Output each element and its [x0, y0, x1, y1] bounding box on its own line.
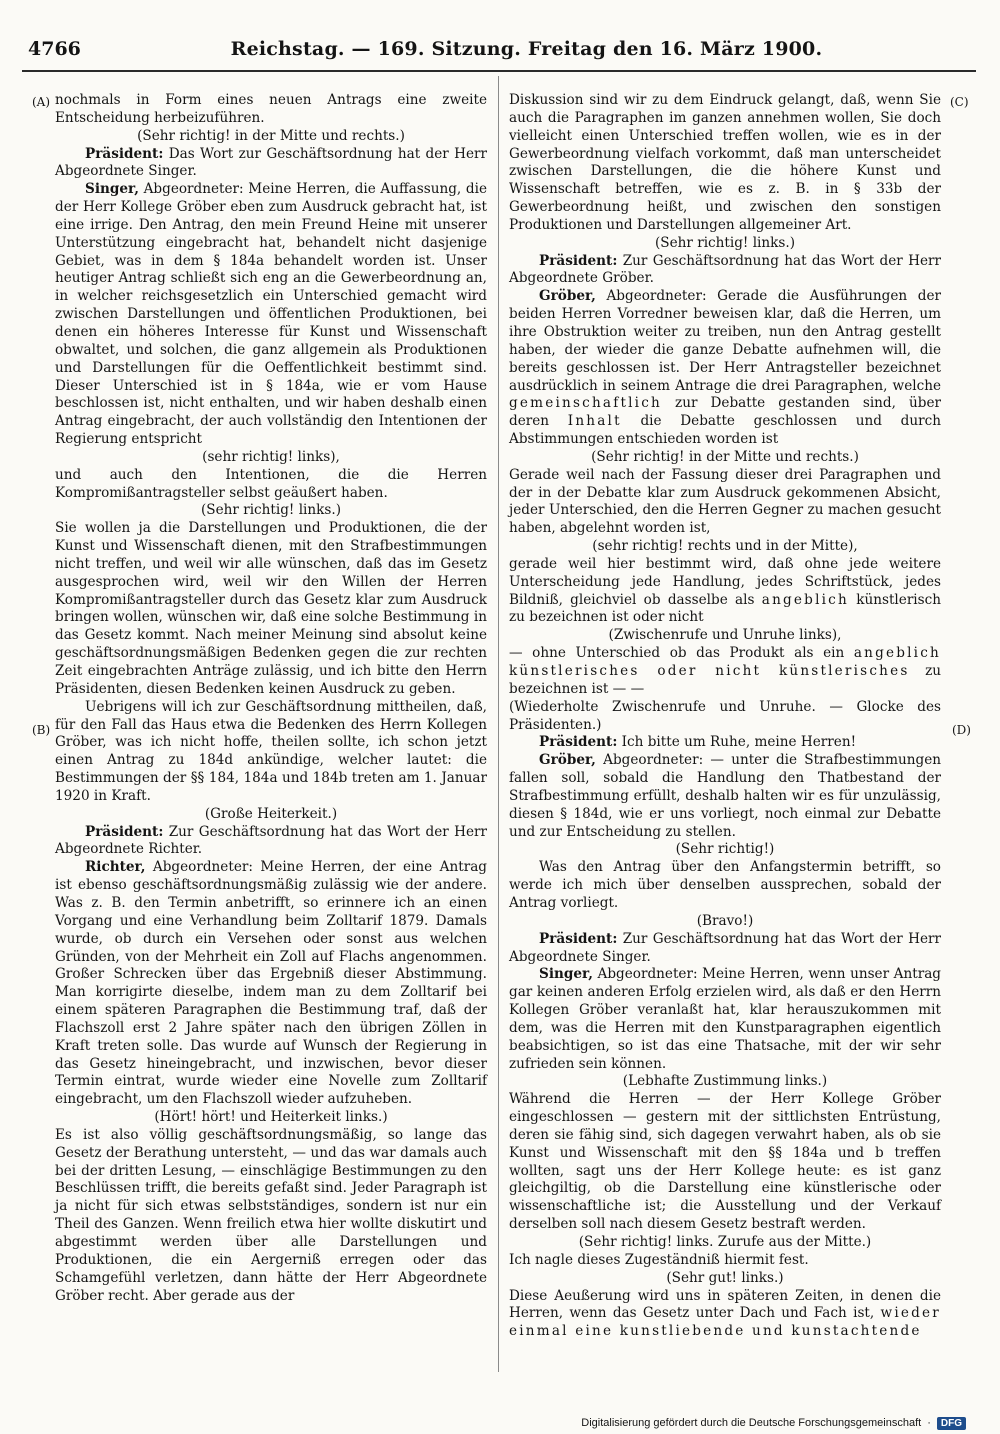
margin-marker-b: (B)	[32, 723, 51, 737]
paragraph: Ich nagle dieses Zugeständniß hiermit fest.	[509, 1251, 809, 1268]
paragraph: nochmals in Form eines neuen Antrags eine zweite Entscheidung herbeizuführen.	[55, 92, 487, 126]
paragraph-text: Abgeordneter: Meine Herren, wenn unser Antrag gar keinen anderen Erfolg erzielen wird, als daß er den Herrn Kollegen Gröber veranlaßt hat, klar herauszukommen mit dem, was die Herren mit den Kunstparagraphen eigentlich beabsichtigen, so ist das eine Thatsache, mit der wir sehr zufrieden sein können.	[509, 966, 941, 1072]
speaker-name: Präsident:	[85, 823, 164, 840]
emphasis-text: Inhalt	[567, 413, 622, 430]
margin-marker-d: (D)	[952, 723, 971, 737]
reaction: (Zwischenrufe und Unruhe links),	[608, 627, 842, 644]
margin-marker-a: (A)	[32, 95, 51, 109]
speaker-name: Präsident:	[85, 145, 164, 162]
emphasis-text: gemeinschaftlich	[509, 395, 662, 412]
speaker-name: Präsident:	[539, 734, 618, 751]
emphasis-text: angeblich	[761, 591, 849, 608]
speaker-name: Singer,	[539, 966, 593, 983]
paragraph: Während die Herren — der Herr Kollege Gröber eingeschlossen — gestern mit der sittlichsten Entrüstung, deren sie fähig sind, sich dagegen verwahrt haben, als ob sie Kunst und Wissenschaft mit den §§ 184a und b treffen wollten, sagt uns der Herr Kollege heute: es ist ganz gleichgiltig, ob die Darstellung eine künstlerische oder wissenschaftliche ist; die Ausstellung und der Verkauf derselben soll nach diesem Gesetz bestraft werden.	[509, 1091, 941, 1233]
reaction: (Sehr richtig! links. Zurufe aus der Mitte.)	[578, 1234, 872, 1250]
paragraph	[55, 859, 487, 1109]
right-column	[509, 92, 941, 1341]
speaker-name: Singer,	[85, 181, 139, 198]
page-header	[28, 38, 972, 68]
paragraph-text: Abgeordneter: Meine Herren, die Auffassung, die der Herr Kollege Gröber eben zum Ausdruck gebracht hat, ist eine irrige. Den Antrag, den mein Freund Heine mit unserer Unterstützung eingebracht hat, behandelt nicht dasjenige Gebiet, was in dem § 184a behandelt worden ist. Unser heutiger Antrag schließt sich eng an die Gewerbeordnung an, in welcher reichsgesetzlich ein Unterschied gemacht wird zwischen Darstellungen und öffentlichen Produktionen, bei denen ein höheres Interesse für Kunst und Wissenschaft obwaltet, und solchen, die ganz allgemein als Produktionen und Darstellungen für die Oeffentlichkeit bestimmt sind. Dieser Unterschied ist in § 184a, wie er vom Hause beschlossen ist, nicht enthalten, und wir haben deshalb einen Antrag eingebracht, der auch vollständig den Intentionen der Regierung entspricht	[55, 181, 487, 448]
reaction: (Sehr gut! links.)	[666, 1269, 784, 1286]
paragraph	[509, 752, 941, 841]
paragraph-text: Abgeordneter: Gerade die Ausführungen der beiden Herren Vorredner beweisen klar, daß die Herren, um ihre Obstruktion weiter zu treiben, nun den Antrag gestellt haben, der wieder die ganze Debatte aufnehmen will, die bereits geschlossen ist. Der Herr Antragsteller bezeichnet ausdrücklich in seinem Antrage die drei Paragraphen, welche	[509, 288, 941, 394]
speaker-name: Richter,	[85, 859, 146, 876]
speaker-name: Gröber,	[539, 288, 596, 305]
paragraph-text: zu bezeichnen ist — —	[509, 663, 942, 697]
speaker-name: Gröber,	[539, 752, 596, 769]
paragraph	[55, 146, 487, 182]
header-rule	[22, 70, 976, 72]
emphasis-text: wieder einmal eine kunstliebende und kunstachtende	[509, 1305, 941, 1340]
paragraph: Gerade weil nach der Fassung dieser drei Paragraphen und der in der Debatte klar zum Ausdruck gekommenen Absicht, jeder Unterschied, den die Herren Gegner zu machen gesucht haben, abgelehnt worden ist,	[509, 466, 941, 537]
paragraph: Was den Antrag über den Anfangstermin betrifft, so werde ich mich über denselben aussprechen, sobald der Antrag vorliegt.	[509, 859, 941, 911]
reaction: (Sehr richtig!)	[675, 841, 775, 858]
paragraph-text: Abgeordneter: Meine Herren, der eine Antrag ist ebenso geschäftsordnungsmäßig zulässig wie der andere. Was z. B. den Termin anbetrifft, so erinnere ich an einen Vorgang und eine Verhandlung beim Zolltarif 1879. Damals wurde, ob durch ein Versehen oder sonst aus welchen Gründen, von der Mehrheit ein Zoll auf Flachs angenommen. Großer Schrecken über das Ergebniß dieser Abstimmung. Man korrigirte dieselbe, indem man zu dem Zolltarif bei einem späteren Paragraphen die Bestimmung traf, daß der Flachszoll erst 2 Jahre später nach den übrigen Zöllen in Kraft treten solle. Das wurde auf Wunsch der Regierung in das Gesetz hineingebracht, und inzwischen, bevor dieser Termin eintrat, wurde wieder eine Novelle zum Zolltarif eingebracht, um den Flachszoll wieder aufzuheben.	[55, 859, 487, 1108]
speaker-name: Präsident:	[539, 930, 618, 947]
paragraph	[509, 931, 941, 967]
reaction: (Sehr richtig! links.)	[200, 502, 342, 519]
paragraph-text: Das Wort zur Geschäftsordnung hat der Herr Abgeordnete Singer.	[55, 145, 488, 180]
reaction: (Sehr richtig! links.)	[654, 234, 796, 251]
paragraph	[55, 181, 487, 449]
paragraph-text: gerade weil hier bestimmt wird, daß ohne jede weitere Unterscheidung jede Handlung, jedes Schriftstück, jedes Bildniß, gleichviel ob dasselbe als	[509, 555, 941, 608]
margin-marker-c: (C)	[950, 95, 969, 109]
paragraph	[509, 288, 941, 449]
paragraph	[509, 645, 941, 699]
paragraph	[55, 824, 487, 860]
paragraph-text: Diese Aeußerung wird uns in späteren Zeiten, in denen die Herren, wenn das Gesetz unter Dach und Fach ist,	[509, 1287, 941, 1322]
paragraph: Es ist also völlig geschäftsordnungsmäßig, so lange das Gesetz der Berathung untersteht, — und das war damals auch bei der dritten Lesung, — einschlägige Bestimmungen zu den Beschlüssen trifft, die bereits gefaßt sind. Jeder Paragraph ist ja nicht für sich etwas selbstständiges, sondern ist nur ein Theil des Ganzen. Wenn freilich etwa hier wollte diskutirt und abgestimmt werden über alle Darstellungen und Produktionen, die ein Aergerniß erregen oder das Schamgefühl verletzen, dann hätte der Herr Abgeordnete Gröber recht. Aber gerade aus der	[55, 1126, 487, 1304]
paragraph: Uebrigens will ich zur Geschäftsordnung mittheilen, daß, für den Fall das Haus etwa die Bedenken des Herrn Kollegen Gröber, was ich nicht hoffe, theilen sollte, ich schon jetzt einen Antrag zu 184d ankündige, welcher lautet: die Bestimmungen der §§ 184, 184a und 184b treten am 1. Januar 1920 in Kraft.	[55, 698, 487, 804]
reaction: (sehr richtig! rechts und in der Mitte),	[592, 538, 858, 555]
paragraph	[509, 966, 941, 1073]
speaker-name: Präsident:	[539, 252, 618, 269]
left-column	[55, 92, 487, 1305]
column-divider	[498, 76, 499, 1372]
paragraph: und auch den Intentionen, die die Herren Kompromißantragsteller selbst geäußert haben.	[55, 466, 487, 501]
reaction: (Wiederholte Zwischenrufe und Unruhe. — Glocke des Präsidenten.)	[509, 698, 941, 733]
paragraph	[509, 734, 941, 752]
paragraph-text: die Debatte geschlossen und durch Abstimmungen entschieden worden ist	[509, 413, 941, 448]
reaction: (Hört! hört! und Heiterkeit links.)	[154, 1109, 388, 1126]
reaction: (Bravo!)	[696, 912, 754, 929]
reaction: (sehr richtig! links),	[202, 448, 340, 465]
reaction: (Sehr richtig! in der Mitte und rechts.)	[591, 448, 859, 465]
paragraph-text: Zur Geschäftsordnung hat das Wort der Herr Abgeordnete Gröber.	[509, 252, 941, 287]
emphasis-text: angeblich künstlerisches oder nicht künstlerisches	[509, 645, 941, 679]
paragraph	[509, 556, 941, 627]
paragraph: Sie wollen ja die Darstellungen und Produktionen, die der Kunst und Wissenschaft dienen, mit den Strafbestimmungen nicht treffen, und weil wir alle wünschen, daß das im Gesetz ausgesprochen wird, weil wir den Willen der Herren Kompromißantragsteller durch das Gesetz klar zum Ausdruck bringen wollen, wünschen wir, daß eine solche Bestimmung in das Gesetz kommt. Nach meiner Meinung sind absolut keine geschäftsordnungsmäßigen Bedenken gegen die zur rechten Zeit eingebrachten Anträge zulässig, und ich bitte den Herrn Präsidenten, diesen Bedenken keinen Ausdruck zu geben.	[55, 520, 487, 697]
paragraph: Diskussion sind wir zu dem Eindruck gelangt, daß, wenn Sie auch die Paragraphen im ganzen annehmen wollen, Sie doch vielleicht einen Unterschied treffen wollen, wie es in der Gewerbeordnung vielfach vorkommt, daß man unterscheidet zwischen Darstellungen, die die höhere Kunst und Wissenschaft betreffen, wie es z. B. in § 33b der Gewerbeordnung heißt, und zwischen den sonstigen Produktionen und Darstellungen allgemeiner Art.	[509, 92, 941, 233]
paragraph	[509, 1288, 941, 1342]
separator-icon: ·	[927, 1417, 931, 1429]
page-title: Reichstag. — 169. Sitzung. Freitag den 16. März 1900.	[230, 38, 823, 60]
reaction: (Sehr richtig! in der Mitte und rechts.)	[137, 127, 405, 144]
paragraph	[509, 253, 941, 289]
page-number: 4766	[28, 38, 81, 60]
reaction: (Große Heiterkeit.)	[204, 805, 338, 822]
paragraph-text: — ohne Unterschied ob das Produkt als ein	[509, 645, 845, 662]
paragraph-text: Abgeordneter: — unter die Strafbestimmungen fallen soll, sobald die Handlung den Thatbestand der Strafbestimmung erfüllt, deshalb halten wir es für unzulässig, diesen § 184d, wie er uns vorliegt, noch einmal zur Debatte und zur Entscheidung zu stellen.	[509, 752, 941, 840]
paragraph-text: Zur Geschäftsordnung hat das Wort der Herr Abgeordnete Singer.	[509, 930, 941, 965]
credit-text: Digitalisierung gefördert durch die Deutsche Forschungsgemeinschaft	[581, 1417, 922, 1429]
paragraph-text: künstlerisch zu bezeichnen ist oder nicht	[509, 591, 942, 626]
digitization-credit	[581, 1416, 966, 1430]
paragraph-text: Zur Geschäftsordnung hat das Wort der Herr Abgeordnete Richter.	[55, 823, 487, 858]
paragraph-text: Ich bitte um Ruhe, meine Herren!	[621, 734, 857, 751]
reaction: (Lebhafte Zustimmung links.)	[622, 1073, 828, 1090]
paragraph-text: zur Debatte gestanden sind, über deren	[509, 395, 941, 430]
dfg-logo-icon: DFG	[937, 1417, 966, 1430]
